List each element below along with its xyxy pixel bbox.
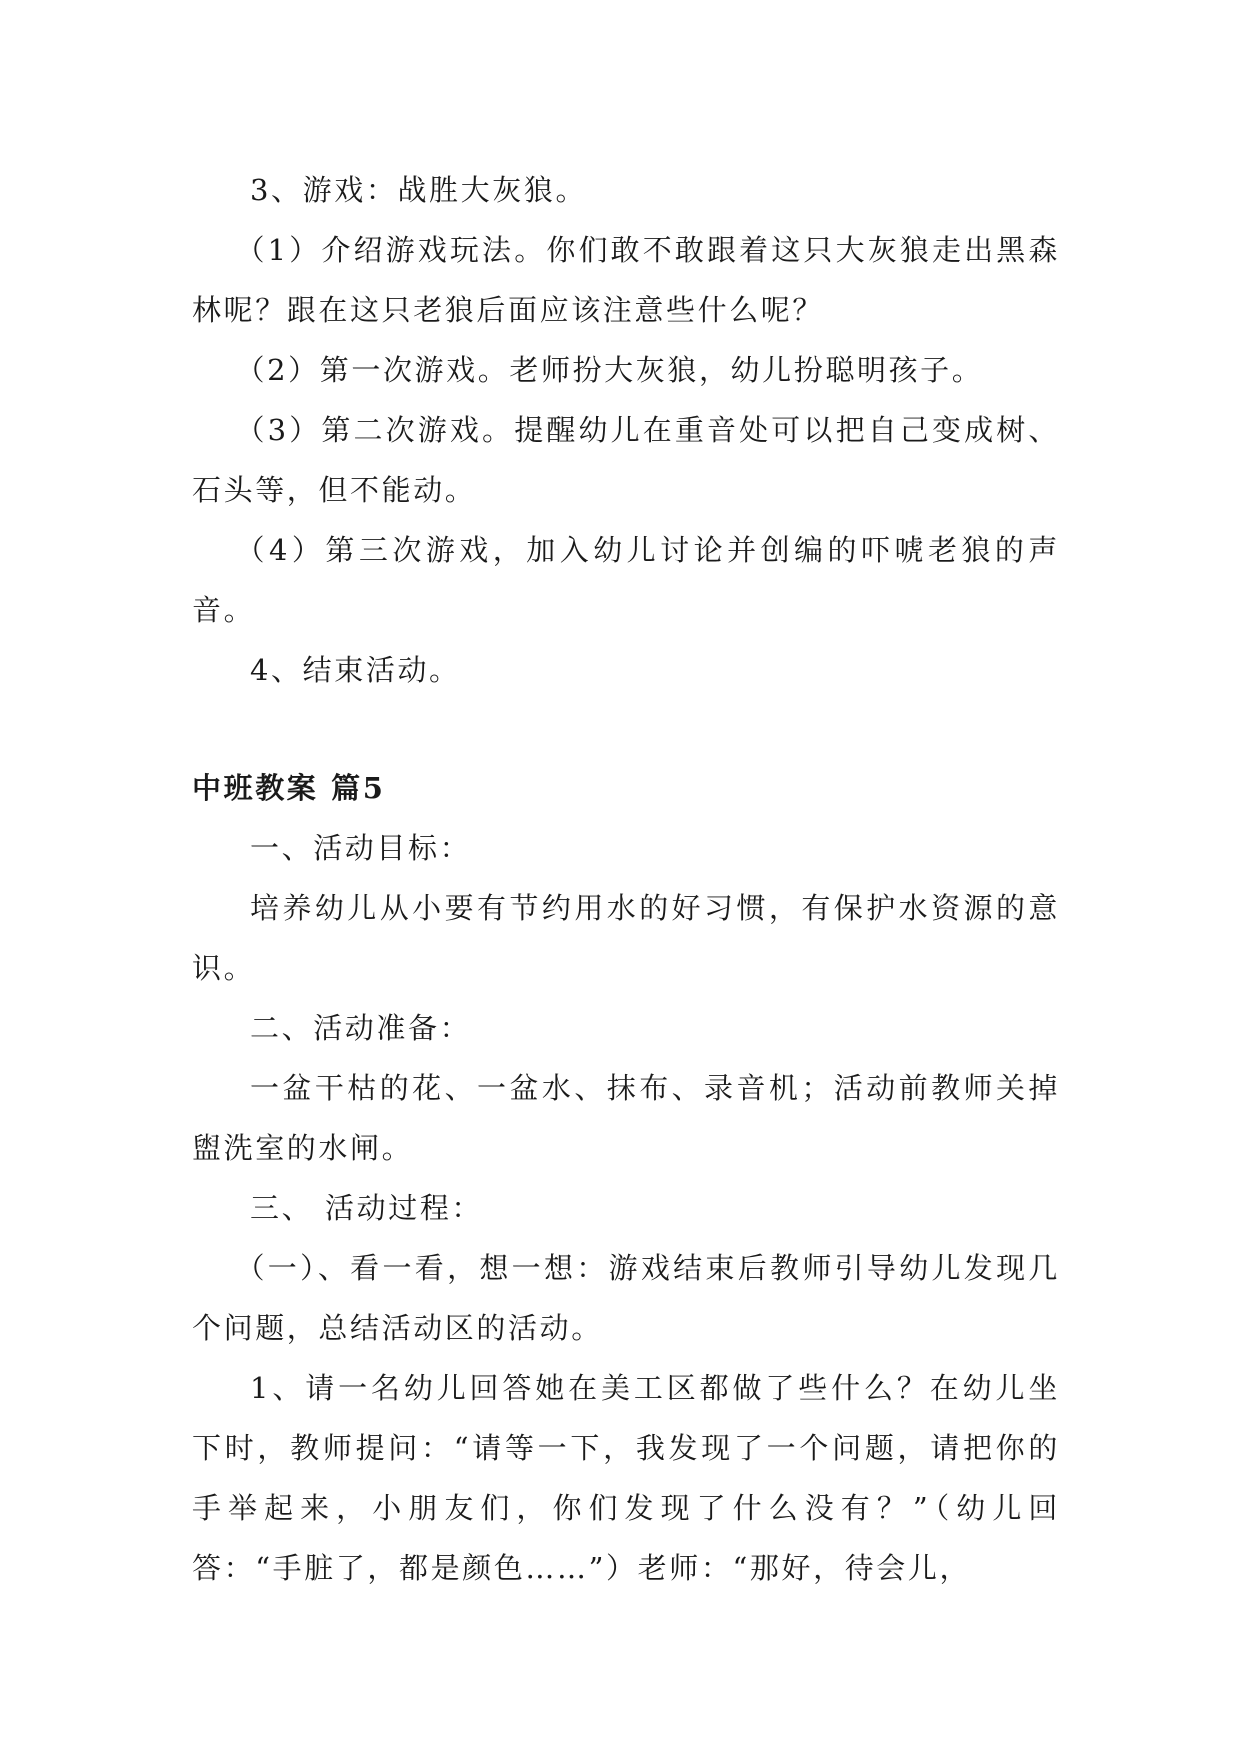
section-title: 中班教案 篇5 (192, 771, 386, 805)
paragraph-game-step-4: （4）第三次游戏，加入幼儿讨论并创编的吓唬老狼的声音。 (192, 533, 1060, 627)
paragraph-process-1-detail: 1、请一名幼儿回答她在美工区都做了些什么？在幼儿坐下时，教师提问：“请等一下，我发现了一个问题，请把你的手举起来，小朋友们，你们发现了什么没有？”（幼儿回答：“手脏了，都是颜色……”）老师：“那好，待会儿， (192, 1371, 1060, 1585)
paragraph-prep: 一盆干枯的花、一盆水、抹布、录音机；活动前教师关掉盥洗室的水闸。 (192, 1071, 1060, 1165)
paragraph-end-activity: 4、结束活动。 (250, 653, 461, 687)
paragraph-game-step-3: （3）第二次游戏。提醒幼儿在重音处可以把自己变成树、石头等，但不能动。 (192, 413, 1060, 507)
paragraph-game-title: 3、游戏：战胜大灰狼。 (250, 173, 588, 207)
paragraph-process-1: （一）、看一看，想一想：游戏结束后教师引导幼儿发现几个问题，总结活动区的活动。 (192, 1251, 1060, 1345)
paragraph-game-step-1: （1）介绍游戏玩法。你们敢不敢跟着这只大灰狼走出黑森林呢？跟在这只老狼后面应该注意些什么呢？ (192, 233, 1060, 327)
paragraph-goal: 培养幼儿从小要有节约用水的好习惯，有保护水资源的意识。 (192, 891, 1060, 985)
paragraph-process-heading: 三、 活动过程： (250, 1191, 484, 1225)
document-page (192, 160, 1060, 1598)
paragraph-prep-heading: 二、活动准备： (250, 1011, 472, 1045)
paragraph-game-step-2: （2）第一次游戏。老师扮大灰狼，幼儿扮聪明孩子。 (235, 353, 984, 387)
paragraph-goal-heading: 一、活动目标： (250, 831, 472, 865)
